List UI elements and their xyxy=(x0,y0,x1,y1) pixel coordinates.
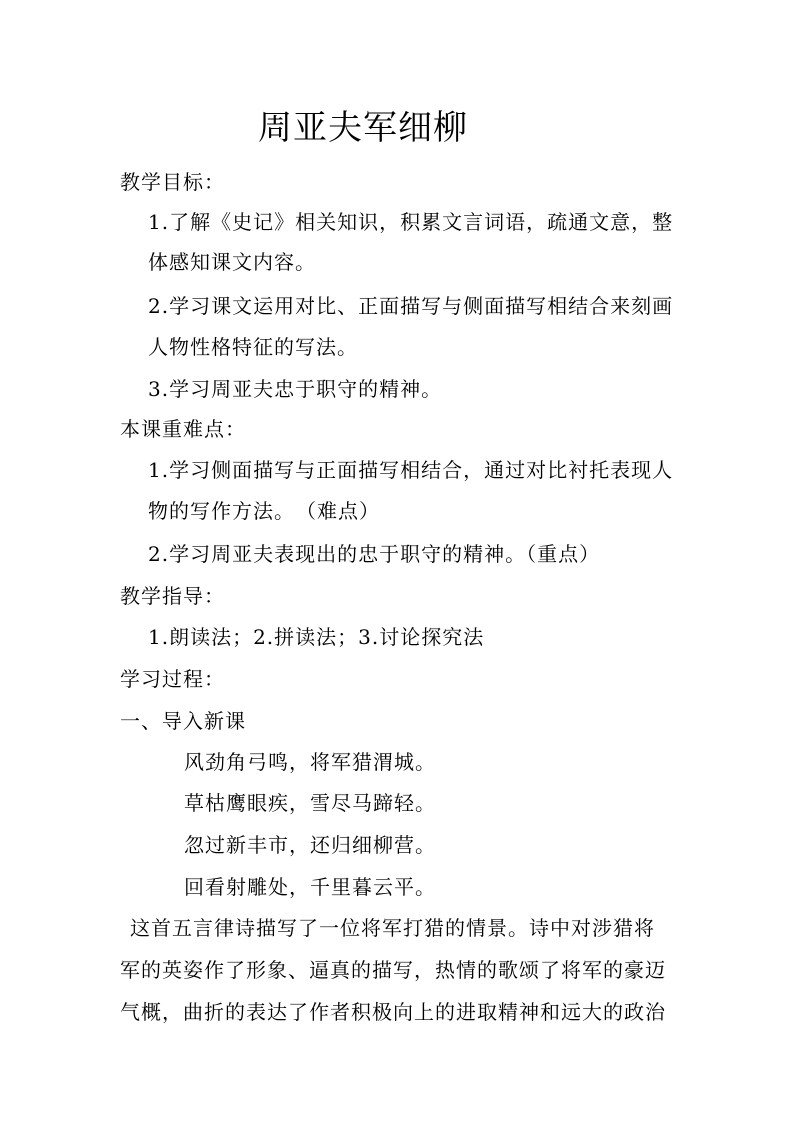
objective-line-3: 2.学习课文运用对比、正面描写与侧面描写相结合来刻画 xyxy=(148,294,674,318)
analysis-line-2: 军的英姿作了形象、逼真的描写，热情的歌颂了将军的豪迈 xyxy=(120,958,666,982)
objective-line-4: 人物性格特征的写法。 xyxy=(148,335,358,359)
guidance-text: 1.朗读法；2.拼读法；3.讨论探究法 xyxy=(148,625,485,649)
objective-line-1: 1.了解《史记》相关知识，积累文言词语，疏通文意，整 xyxy=(148,210,674,234)
guidance-heading: 教学指导： xyxy=(120,584,225,608)
poem-line-3: 忽过新丰市，还归细柳营。 xyxy=(184,833,436,857)
poem-line-1: 风劲角弓鸣，将军猎渭城。 xyxy=(184,750,436,774)
document-title: 周亚夫军细柳 xyxy=(258,108,468,148)
analysis-line-1: 这首五言律诗描写了一位将军打猎的情景。诗中对涉猎将 xyxy=(130,916,655,940)
section-heading-intro: 一、导入新课 xyxy=(120,709,246,733)
key-point-line-3: 2.学习周亚夫表现出的忠于职守的精神。（重点） xyxy=(148,542,601,566)
objective-line-5: 3.学习周亚夫忠于职守的精神。 xyxy=(148,377,443,401)
analysis-line-3: 气概，曲折的表达了作者积极向上的进取精神和远大的政治 xyxy=(120,1000,666,1024)
objective-line-2: 体感知课文内容。 xyxy=(148,250,316,274)
key-point-line-1: 1.学习侧面描写与正面描写相结合，通过对比衬托表现人 xyxy=(148,458,674,482)
key-point-line-2: 物的写作方法。 （难点） xyxy=(148,499,380,523)
objectives-heading: 教学目标： xyxy=(120,170,225,194)
poem-line-4: 回看射雕处，千里暮云平。 xyxy=(184,875,436,899)
poem-line-2: 草枯鹰眼疾，雪尽马蹄轻。 xyxy=(184,791,436,815)
key-points-heading: 本课重难点： xyxy=(120,417,246,441)
process-heading: 学习过程： xyxy=(120,667,225,691)
